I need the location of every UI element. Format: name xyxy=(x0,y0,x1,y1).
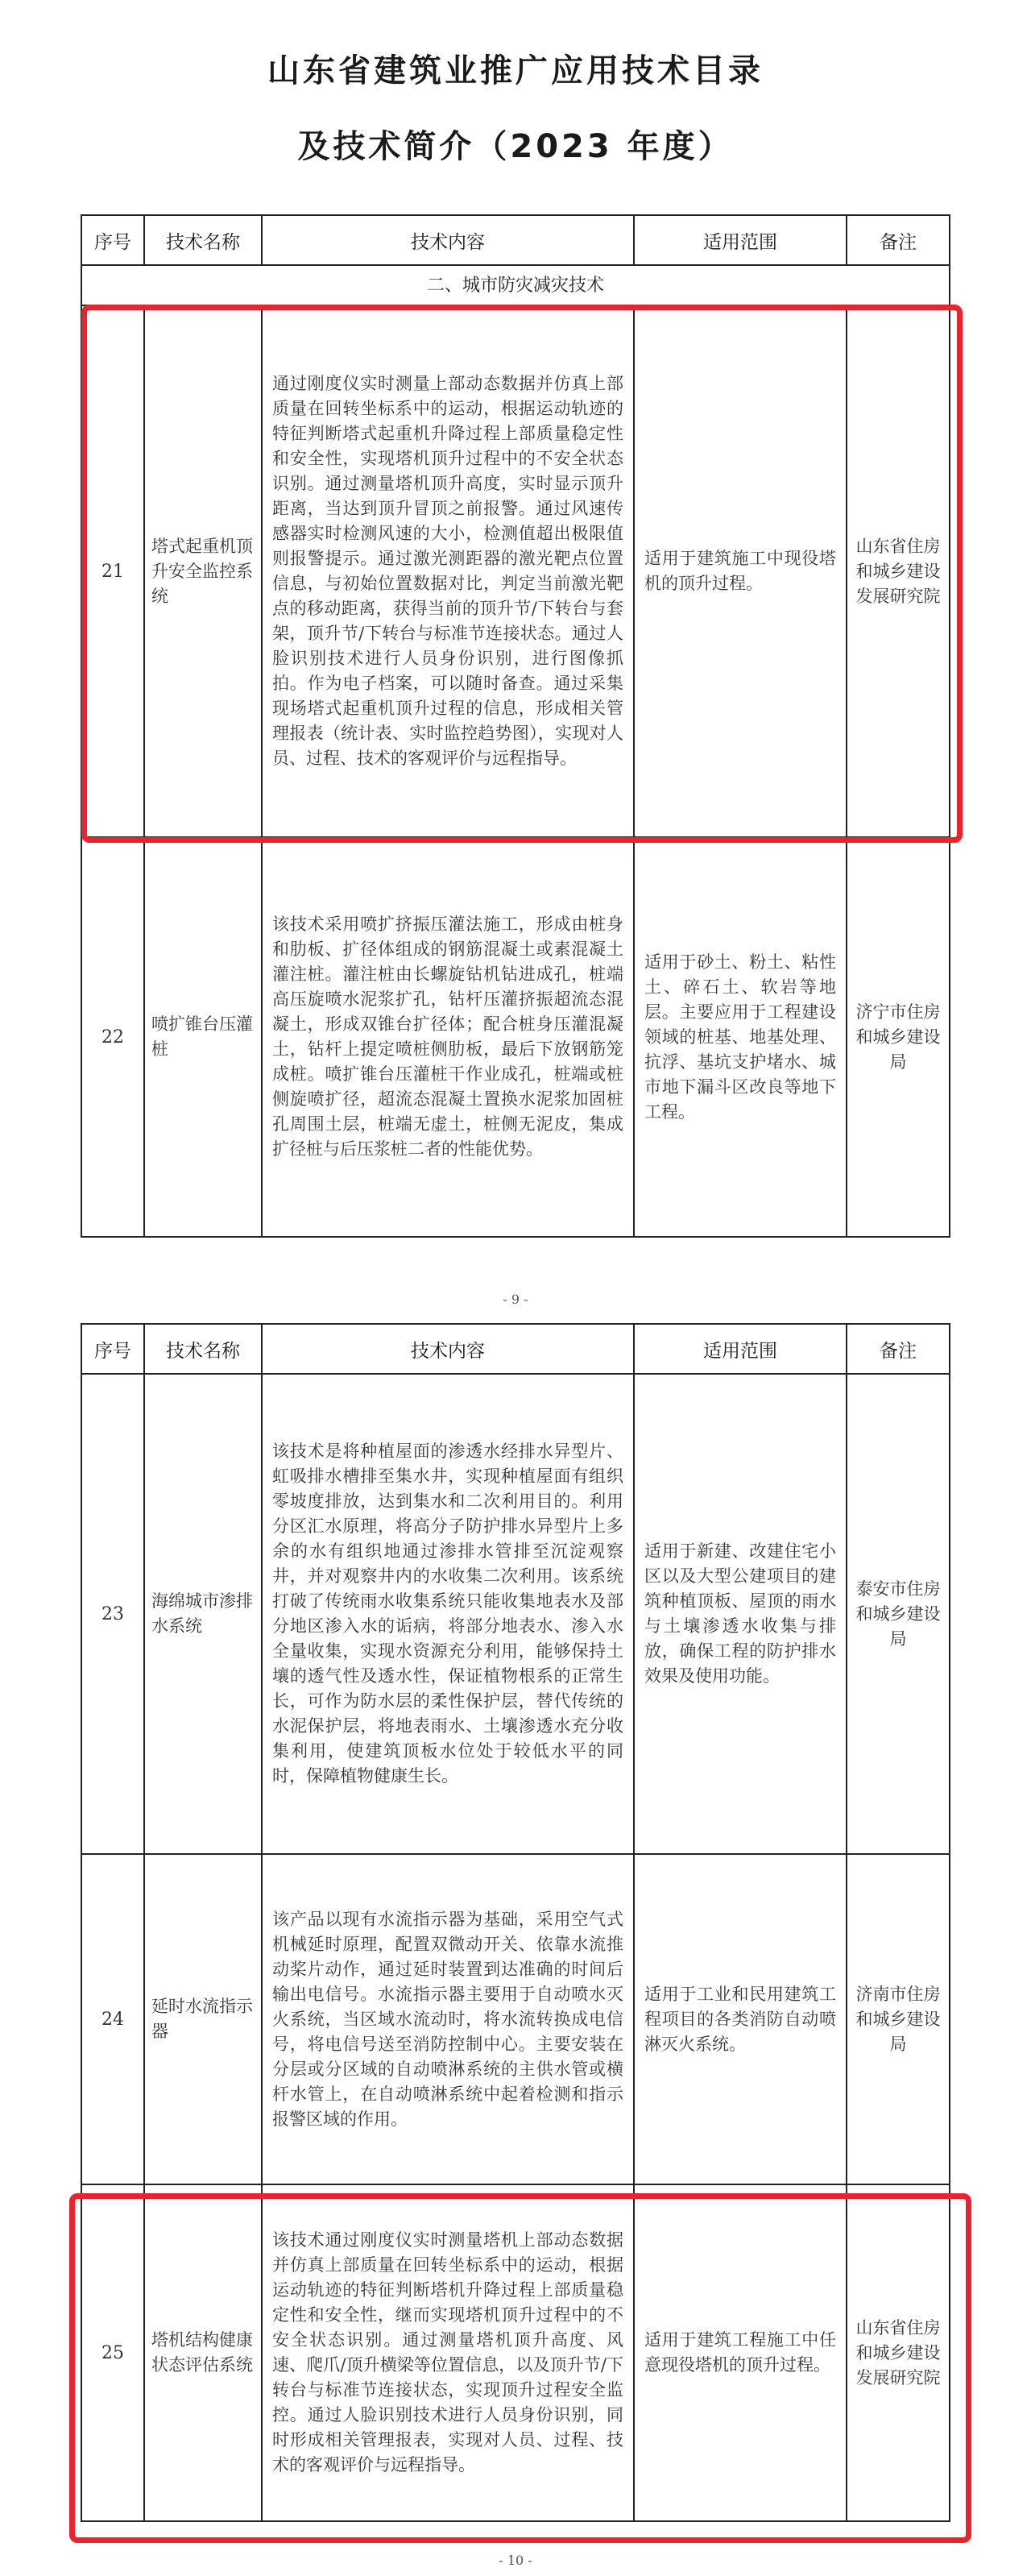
row-scope: 适用于新建、改建住宅小区以及大型公建项目的建筑种植顶板、屋顶的雨水与土壤渗透水收集与排放，确保工程的防护排水效果及使用功能。 xyxy=(634,1374,847,1854)
page-number: - 9 - xyxy=(503,1292,528,1307)
row-name: 塔式起重机顶升安全监控系统 xyxy=(144,305,262,837)
header-scope: 适用范围 xyxy=(634,215,847,265)
row-content: 通过刚度仪实时测量上部动态数据并仿真上部质量在回转坐标系中的运动，根据运动轨迹的特征判断塔式起重机升降过程上部质量稳定性和安全性，实现塔机顶升过程中的不安全状态识别。通过测量塔机顶升高度，实时显示顶升距离，当达到顶升冒顶之前报警。通过风速传感器实时检测风速的大小，检测值超出极限值则报警提示。通过激光测距器的激光靶点位置信息，与初始位置数据对比，判定当前激光靶点的移动距离，获得当前的顶升节/下转台与套架，顶升节/下转台与标准节连接状态。通过人脸识别技术进行人员身份识别，进行图像抓拍。作为电子档案，可以随时备查。通过采集现场塔式起重机顶升过程的信息，形成相关管理报表（统计表、实时监控趋势图），实现对人员、过程、技术的客观评价与远程指导。 xyxy=(262,305,634,837)
row-scope: 适用于砂土、粉土、粘性土、碎石土、软岩等地层。主要应用于工程建设领域的桩基、地基处理、抗浮、基坑支护堵水、城市地下漏斗区改良等地下工程。 xyxy=(634,837,847,1237)
row-content: 该技术采用喷扩挤振压灌法施工，形成由桩身和肋板、扩径体组成的钢筋混凝土或素混凝土灌注桩。灌注桩由长螺旋钻机钻进成孔，桩端高压旋喷水泥浆扩孔，钻杆压灌挤振超流态混凝土，形成双锥台扩径体；配合桩身压灌混凝土，钻杆上提定喷桩侧肋板，最后下放钢筋笼成桩。喷扩锥台压灌桩干作业成孔，桩端或桩侧旋喷扩径，超流态混凝土置换水泥浆加固桩孔周围土层，桩端无虚土，桩侧无泥皮，集成扩径桩与后压浆桩二者的性能优势。 xyxy=(262,837,634,1237)
table-header xyxy=(81,215,950,265)
highlight-box-row21 xyxy=(81,305,963,843)
header-name: 技术名称 xyxy=(144,1324,262,1374)
row-content: 该技术通过刚度仪实时测量塔机上部动态数据并仿真上部质量在回转坐标系中的运动，根据运动轨迹的特征判断塔机升降过程上部质量稳定性和安全性，继而实现塔机顶升过程中的不安全状态识别。通过测量塔机顶升高度、风速、爬爪/顶升横梁等位置信息，以及顶升节/下转台与标准节连接状态，实现顶升过程安全监控。通过人脸识别技术进行人员身份识别，同时形成相关管理报表，实现对人员、过程、技术的客观评价与远程指导。 xyxy=(262,2184,634,2521)
section-title: 二、城市防灾减灾技术 xyxy=(81,265,950,305)
row-scope: 适用于工业和民用建筑工程项目的各类消防自动喷淋灭火系统。 xyxy=(634,1854,847,2184)
row-scope: 适用于建筑施工中现役塔机的顶升过程。 xyxy=(634,305,847,837)
doc-title-line1: 山东省建筑业推广应用技术目录 xyxy=(267,52,764,89)
row-name: 塔机结构健康状态评估系统 xyxy=(144,2184,262,2521)
header-content: 技术内容 xyxy=(262,1324,634,1374)
header-no: 序号 xyxy=(81,1324,144,1374)
row-no: 21 xyxy=(81,305,144,837)
table-header xyxy=(81,1324,950,1374)
row-no: 24 xyxy=(81,1854,144,2184)
row-content: 该产品以现有水流指示器为基础，采用空气式机械延时原理，配置双微动开关、依靠水流推动桨片动作，通过延时装置到达准确的时间后输出电信号。水流指示器主要用于自动喷水灭火系统，当区域水流动时，将水流转换成电信号，将电信号送至消防控制中心。主要安装在分层或分区域的自动喷淋系统的主供水管或横杆水管上，在自动喷淋系统中起着检测和指示报警区域的作用。 xyxy=(262,1854,634,2184)
row-note: 泰安市住房和城乡建设局 xyxy=(847,1374,950,1854)
highlight-box-row25 xyxy=(69,2193,971,2543)
table-row xyxy=(81,1374,950,1854)
section-row xyxy=(81,265,950,305)
row-note: 济南市住房和城乡建设局 xyxy=(847,1854,950,2184)
row-name: 喷扩锥台压灌桩 xyxy=(144,837,262,1237)
row-note: 山东省住房和城乡建设发展研究院 xyxy=(847,2184,950,2521)
row-note: 山东省住房和城乡建设发展研究院 xyxy=(847,305,950,837)
row-no: 23 xyxy=(81,1374,144,1854)
row-note: 济宁市住房和城乡建设局 xyxy=(847,837,950,1237)
table-row xyxy=(81,1854,950,2184)
row-name: 延时水流指示器 xyxy=(144,1854,262,2184)
header-scope: 适用范围 xyxy=(634,1324,847,1374)
doc-title-line2: 及技术简介（2023 年度） xyxy=(297,128,734,165)
row-scope: 适用于建筑工程施工中任意现役塔机的顶升过程。 xyxy=(634,2184,847,2521)
header-note: 备注 xyxy=(847,1324,950,1374)
page-number: - 10 - xyxy=(499,2553,532,2568)
header-name: 技术名称 xyxy=(144,215,262,265)
header-content: 技术内容 xyxy=(262,215,634,265)
header-note: 备注 xyxy=(847,215,950,265)
row-name: 海绵城市渗排水系统 xyxy=(144,1374,262,1854)
row-no: 22 xyxy=(81,837,144,1237)
row-no: 25 xyxy=(81,2184,144,2521)
header-no: 序号 xyxy=(81,215,144,265)
table-row xyxy=(81,837,950,1237)
row-content: 该技术是将种植屋面的渗透水经排水异型片、虹吸排水槽排至集水井，实现种植屋面有组织零坡度排放，达到集水和二次利用目的。利用分区汇水原理，将高分子防护排水异型片上多余的水有组织地通过渗排水管排至沉淀观察井，并对观察井内的水收集二次利用。该系统打破了传统雨水收集系统只能收集地表水及部分地区渗入水的诟病，将部分地表水、渗入水全量收集，实现水资源充分利用，能够保持土壤的透气性及透水性，保证植物根系的正常生长，可作为防水层的柔性保护层，替代传统的水泥保护层，将地表雨水、土壤渗透水充分收集利用，使建筑顶板水位处于较低水平的同时，保障植物健康生长。 xyxy=(262,1374,634,1854)
